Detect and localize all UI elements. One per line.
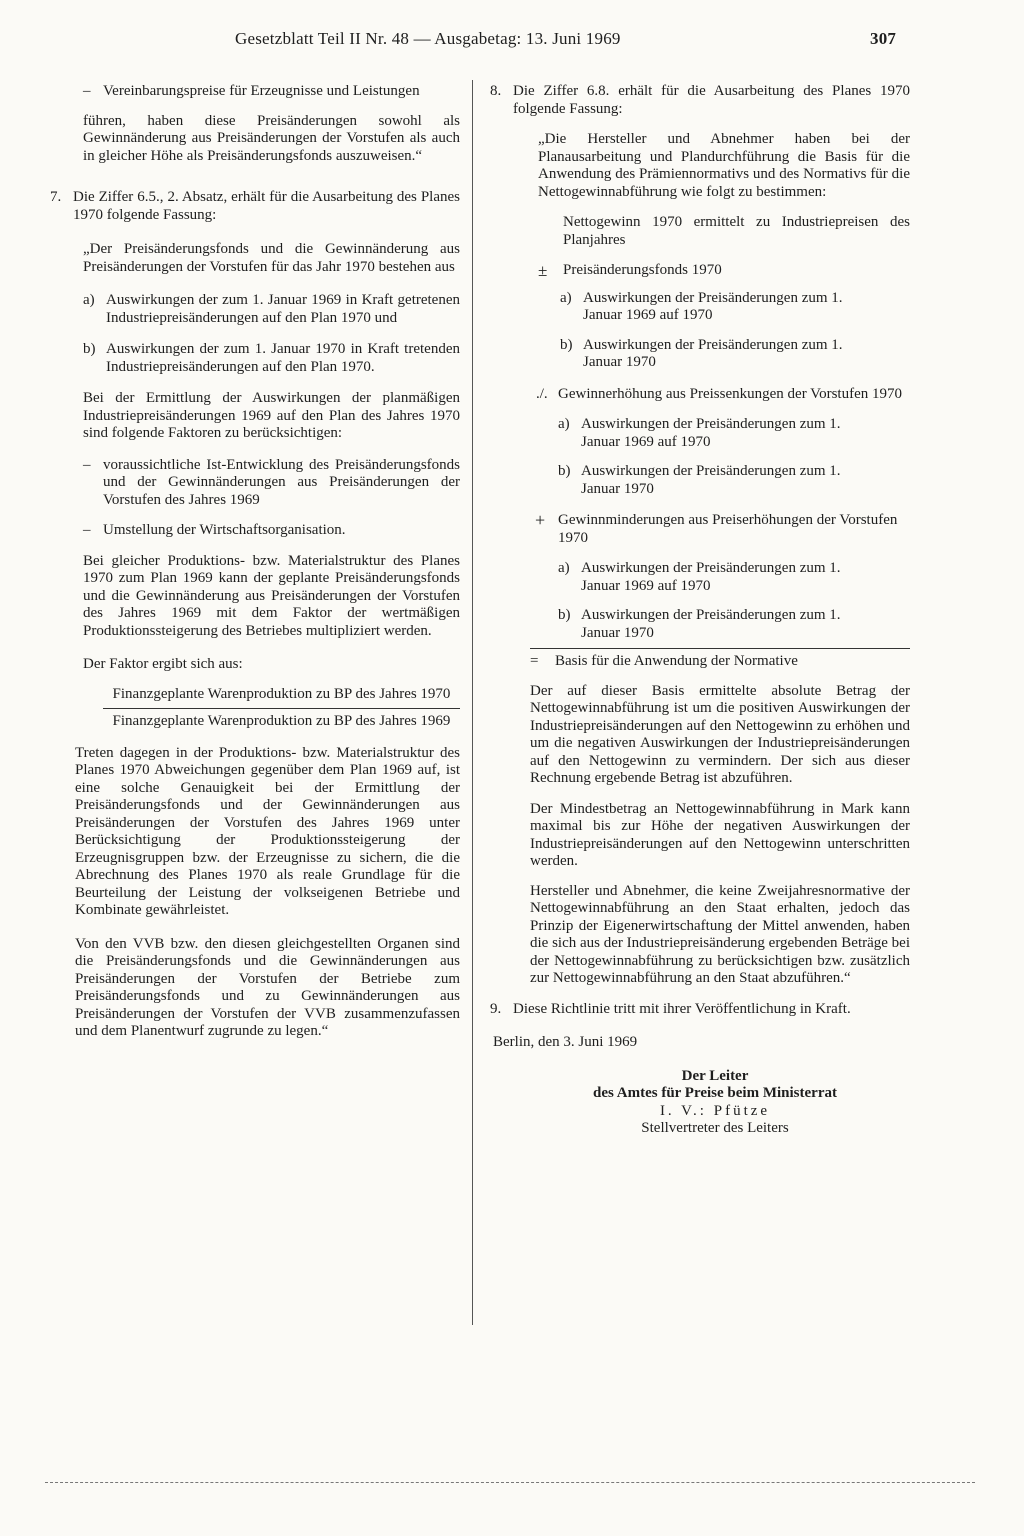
signature-block: [520, 1068, 910, 1138]
fraction-denominator: Finanzgeplante Warenproduktion zu BP des Jahres 1969: [112, 713, 451, 729]
item-8: [490, 83, 910, 118]
paragraph: Treten dagegen in der Produktions- bzw. Materialstruktur des Planes 1970 Abweichungen gegenüber dem Plan 1969 auf, ist eine solche Genauigkeit bei der Ermittlung der Preisänderungsfonds und der Gewinnänderungen aus Preisänderungen der Vorstufen des Jahres 1969 unter Berücksichtigung der Produktionssteigerung der Erzeugnisgruppen bzw. der Erzeugnisse zu sichern, die die Abrechnung des Planes 1970 als reale Grundlage für die Beurteilung der Leistung der volkseigenen Betriebe und Kombinate gewährleistet.: [75, 744, 460, 918]
sub-item-a: a) Auswirkungen der Preisänderungen zum 1. Januar 1969 auf 1970: [558, 560, 841, 594]
fraction-bar: [103, 708, 460, 709]
dash-item: – voraussichtliche Ist-Entwicklung des Preisänderungsfonds und der Gewinnänderungen aus Preisänderungen der Vorstufen des Jahres 1969: [83, 456, 460, 508]
item-text: Diese Richtlinie tritt mit ihrer Veröffentlichung in Kraft.: [513, 1000, 851, 1017]
plus-minus-symbol: ±: [538, 261, 548, 280]
place-date: Berlin, den 3. Juni 1969: [493, 1034, 638, 1050]
sub-item-b: b) Auswirkungen der Preisänderungen zum 1. Januar 1970: [558, 463, 841, 497]
footer-rule: [45, 1482, 975, 1483]
equals-symbol: =: [530, 653, 539, 669]
paragraph: Hersteller und Abnehmer, die keine Zweijahresnormative der Nettogewinnabführung an den Staat erhalten, jedoch das Prinzip der Eigenerwirtschaftung der Mittel anwenden, haben die sich aus der Industriepreisänderung ergebenden Beträge bei der Nettogewinnabführung zu berücksichtigen bzw. zusätzlich zur Nettogewinnabführung an den Staat abzuführen.“: [530, 882, 910, 986]
column-divider: [472, 80, 473, 1325]
left-column: [50, 83, 460, 1041]
item-9: [490, 1001, 910, 1019]
right-column: [490, 83, 910, 1138]
signature-line: Der Leiter: [681, 1067, 749, 1084]
paragraph: Bei gleicher Produktions- bzw. Materialstruktur des Planes 1970 zum Plan 1969 kann der geplante Preisänderungsfonds und die Gewinnänderung aus Preisänderungen der Vorstufen des Jahres 1969 mit dem Faktor der wertmäßigen Produktionssteigerung des Betriebes multipliziert werden.: [83, 552, 460, 639]
item-text: Die Ziffer 6.5., 2. Absatz, erhält für die Ausarbeitung des Planes 1970 folgende Fassung:: [73, 189, 460, 223]
fraction-formula: [103, 686, 460, 731]
item-number: 9.: [490, 1000, 502, 1017]
plus-symbol: +: [535, 510, 546, 530]
dash-item-text: Vereinbarungspreise für Erzeugnisse und Leistungen: [103, 83, 420, 99]
formula-div: ./. Gewinnerhöhung aus Preissenkungen der Vorstufen 1970: [536, 385, 902, 402]
signature-name: I. V.: Pfütze: [659, 1102, 771, 1119]
paragraph: Bei der Ermittlung der Auswirkungen der planmäßigen Industriepreisänderungen 1969 auf den Plan des Jahres 1970 sind folgende Faktoren zu berücksichtigen:: [83, 390, 460, 441]
summation-rule: [530, 648, 910, 649]
quote-intro: „Die Hersteller und Abnehmer haben bei der Planausarbeitung und Plandurchführung die Basis für die Anwendung des Prämiennormativs und des Normativs für die Nettogewinnabführung wie folgt zu bestimmen:: [538, 131, 910, 200]
sub-item-b: b) Auswirkungen der zum 1. Januar 1970 in Kraft tretenden Industriepreisänderungen auf den Plan 1970.: [83, 341, 460, 375]
fraction-numerator: Finanzgeplante Warenproduktion zu BP des Jahres 1970: [112, 685, 451, 702]
sub-item-b: b) Auswirkungen der Preisänderungen zum 1. Januar 1970: [558, 607, 841, 641]
item-number: 7.: [50, 189, 62, 205]
signature-line: des Amtes für Preise beim Ministerrat: [593, 1085, 837, 1101]
header-title: Gesetzblatt Teil II Nr. 48 — Ausgabetag: 13. Juni 1969: [235, 29, 621, 48]
paragraph: führen, haben diese Preisänderungen sowohl als Gewinnänderung aus Preisänderungen der Vorstufen als auch in gleicher Höhe als Preisänderungsfonds auszuweisen.“: [83, 112, 460, 164]
formula-eq: = Basis für die Anwendung der Normative: [530, 653, 798, 669]
paragraph: Der Mindestbetrag an Nettogewinnabführung in Mark kann maximal bis zur Höhe der negativen Auswirkungen der Industriepreisänderungen auf den Nettogewinn unterschritten werden.: [530, 800, 910, 869]
item-number: 8.: [490, 83, 502, 99]
paragraph: Der auf dieser Basis ermittelte absolute Betrag der Nettogewinnabführung ist um die positiven Auswirkungen der Industriepreisänderungen auf den Nettogewinn zu erhöhen und um die negativen Auswirkungen der Industriepreisänderungen auf den Nettogewinn zu vermindern. Der sich aus dieser Rechnung ergebende Betrag ist abzuführen.: [530, 682, 910, 786]
formula-line: Nettogewinn 1970 ermittelt zu Industriepreisen des Planjahres: [563, 214, 910, 248]
paragraph: Der Faktor ergibt sich aus:: [83, 656, 243, 672]
page-number: 307: [870, 29, 897, 48]
sub-item-b: b) Auswirkungen der Preisänderungen zum 1. Januar 1970: [560, 336, 843, 370]
sub-item-a: a) Auswirkungen der Preisänderungen zum 1. Januar 1969 auf 1970: [560, 289, 843, 323]
item-text: Die Ziffer 6.8. erhält für die Ausarbeitung des Planes 1970 folgende Fassung:: [513, 83, 910, 117]
sub-item-a: a) Auswirkungen der zum 1. Januar 1969 in Kraft getretenen Industriepreisänderungen auf den Plan 1970 und: [83, 292, 460, 326]
dash-item: – Vereinbarungspreise für Erzeugnisse und Leistungen: [83, 83, 420, 99]
page-header: [235, 30, 935, 48]
quote-intro: „Der Preisänderungsfonds und die Gewinnänderung aus Preisänderungen der Vorstufen für das Jahr 1970 bestehen aus: [83, 241, 460, 275]
sub-item-a: a) Auswirkungen der Preisänderungen zum 1. Januar 1969 auf 1970: [558, 416, 841, 450]
formula-pm: ± Preisänderungsfonds 1970: [538, 261, 722, 280]
signature-title: Stellvertreter des Leiters: [641, 1120, 789, 1136]
division-symbol: ./.: [536, 385, 548, 402]
item-7: [50, 189, 460, 224]
paragraph: Von den VVB bzw. den diesen gleichgestellten Organen sind die Preisänderungsfonds und die Gewinnänderungen aus Preisänderungen der Vorstufen der Betriebe zum Preisänderungsfonds und zu Gewinnänderungen aus Preisänderungen der Vorstufen der VVB zusammenzufassen und dem Planentwurf zugrunde zu legen.“: [75, 935, 460, 1039]
formula-plus: + Gewinnminderungen aus Preiserhöhungen der Vorstufen 1970: [535, 510, 898, 546]
dash-item: – Umstellung der Wirtschaftsorganisation.: [83, 522, 346, 538]
